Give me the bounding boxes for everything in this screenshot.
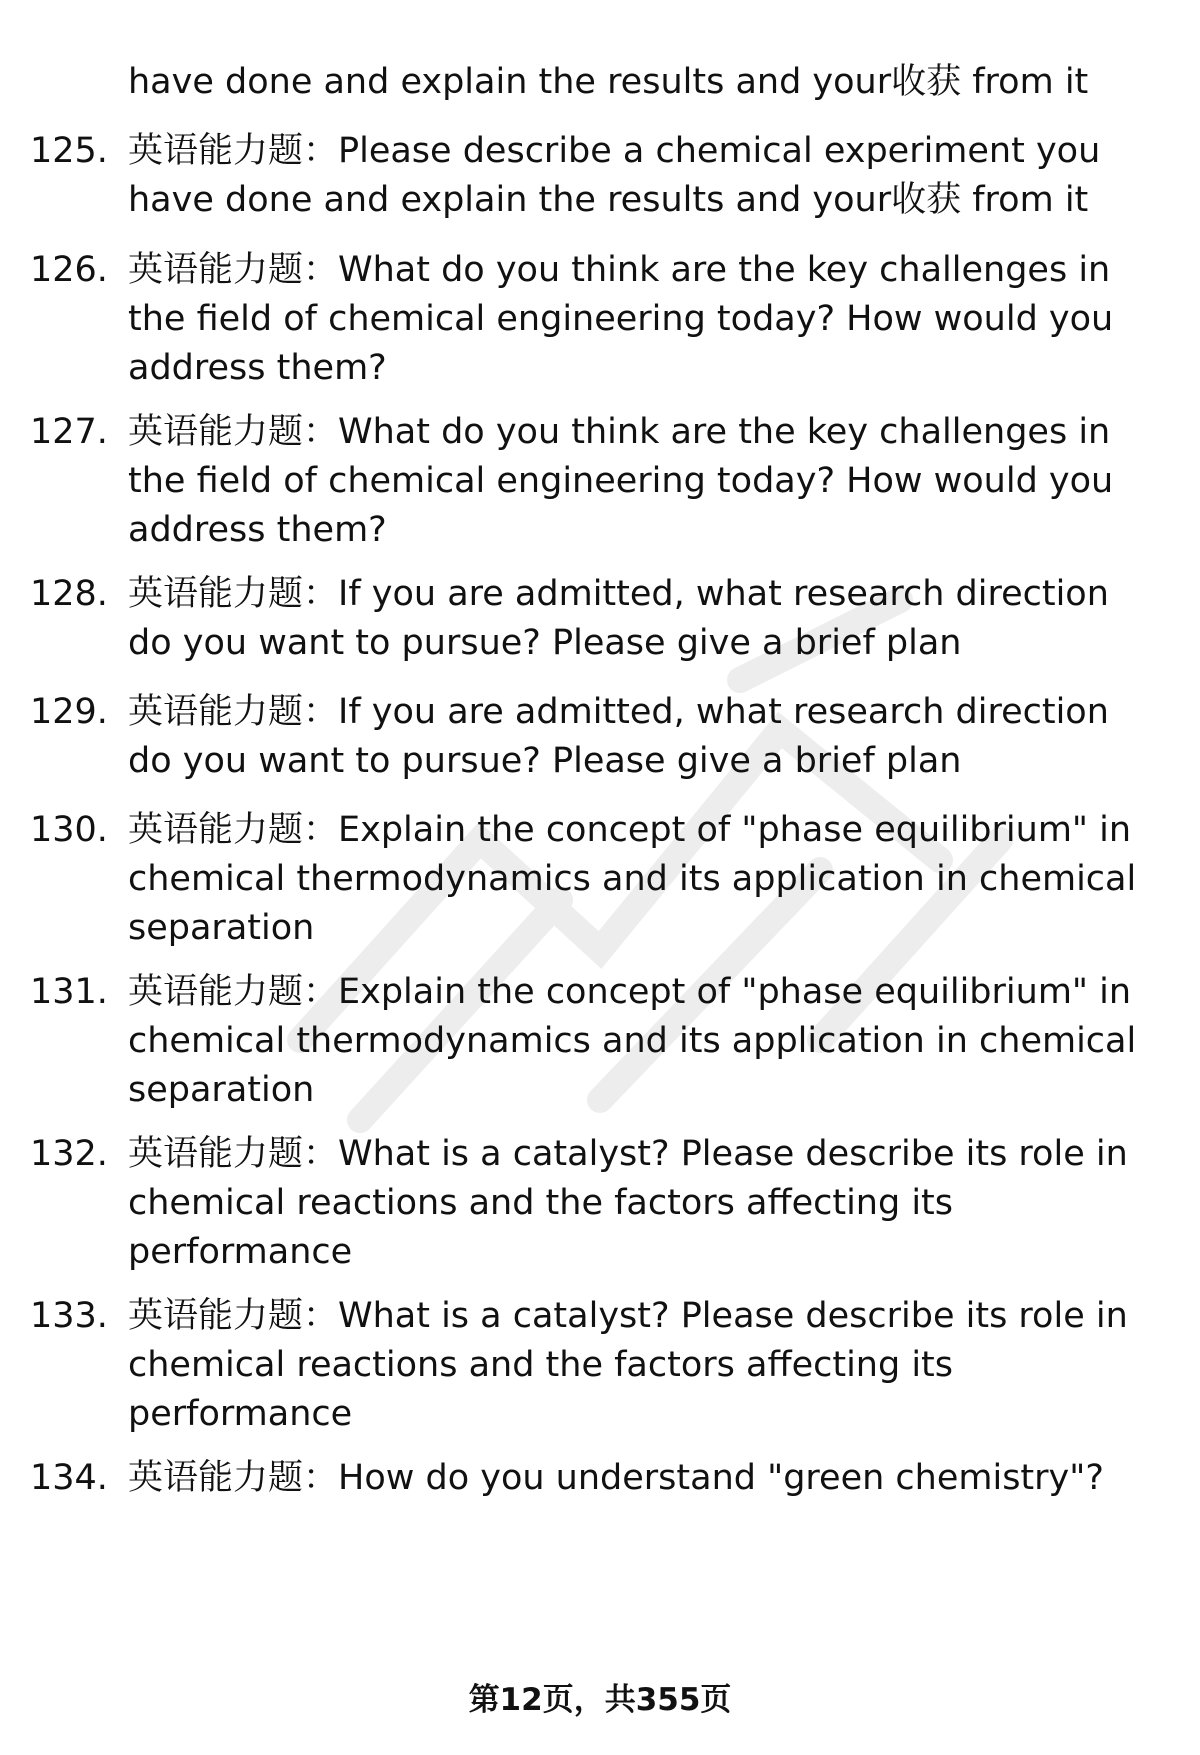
item-number: 133.: [30, 1296, 108, 1336]
item-number: 132.: [30, 1134, 108, 1174]
item-text: 英语能力题：What is a catalyst? Please describe its role in chemical reactions and the factors affecting its performance: [128, 1134, 1128, 1272]
list-item: [30, 570, 1180, 668]
continuation-text: have done and explain the results and your收获 from it: [128, 62, 1089, 102]
item-text: 英语能力题：Explain the concept of "phase equilibrium" in chemical thermodynamics and its application in chemical separation: [128, 810, 1137, 948]
item-number: 131.: [30, 972, 108, 1012]
item-text: 英语能力题：What do you think are the key challenges in the field of chemical engineering today? How would you address them?: [128, 250, 1114, 388]
list-item: [30, 408, 1180, 555]
item-text: 英语能力题：If you are admitted, what research direction do you want to pursue? Please give a brief plan: [128, 574, 1109, 663]
item-text: 英语能力题：Explain the concept of "phase equilibrium" in chemical thermodynamics and its application in chemical separation: [128, 972, 1137, 1110]
list-item: [30, 1292, 1180, 1439]
list-item: [30, 1454, 1180, 1503]
page-footer: 第12页，共355页: [468, 1682, 732, 1718]
list-item: [30, 1130, 1180, 1277]
item-number: 125.: [30, 131, 108, 171]
item-text: 英语能力题：What do you think are the key challenges in the field of chemical engineering today? How would you address them?: [128, 412, 1114, 550]
list-item: [30, 127, 1180, 225]
item-text: 英语能力题：If you are admitted, what research direction do you want to pursue? Please give a brief plan: [128, 692, 1109, 781]
item-number: 128.: [30, 574, 108, 614]
list-item: [30, 968, 1180, 1115]
item-text: 英语能力题：How do you understand "green chemistry"?: [128, 1458, 1104, 1498]
list-item: [30, 806, 1180, 953]
item-number: 129.: [30, 692, 108, 732]
item-number: 134.: [30, 1458, 108, 1498]
list-item: [30, 688, 1180, 786]
item-text: 英语能力题：What is a catalyst? Please describe its role in chemical reactions and the factors affecting its performance: [128, 1296, 1128, 1434]
item-text: 英语能力题：Please describe a chemical experiment you have done and explain the results and your收获 from it: [128, 131, 1101, 220]
list-item: [30, 246, 1180, 393]
item-number: 130.: [30, 810, 108, 850]
item-number: 127.: [30, 412, 108, 452]
item-number: 126.: [30, 250, 108, 290]
